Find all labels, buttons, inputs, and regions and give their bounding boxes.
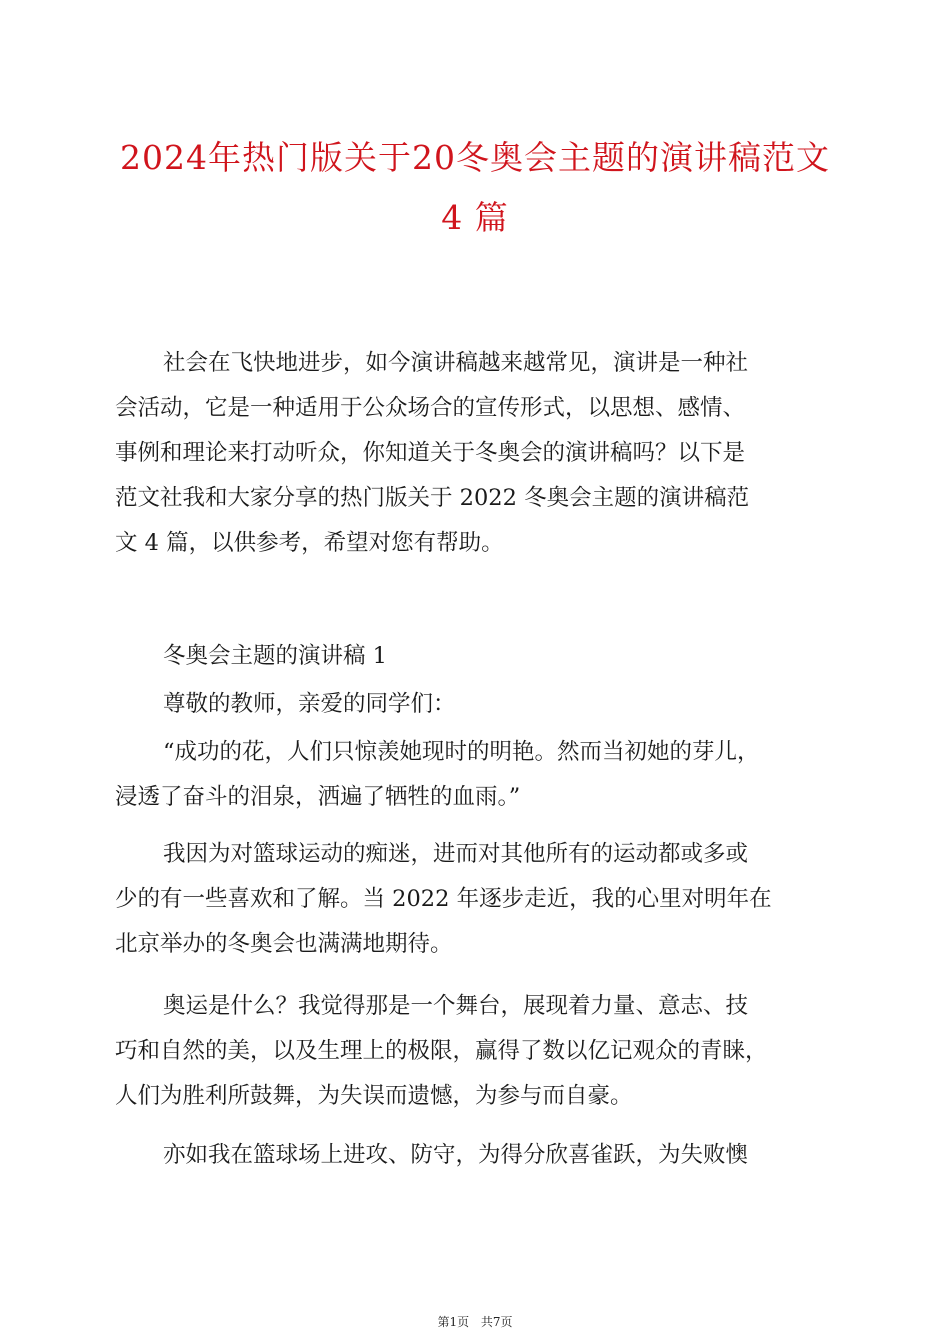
body-line: 我因为对篮球运动的痴迷，进而对其他所有的运动都或多或 bbox=[163, 841, 749, 867]
document-title-line-2: 4 篇 bbox=[441, 198, 509, 237]
salutation-text: 尊敬的教师，亲爱的同学们： bbox=[163, 691, 456, 717]
page-footer bbox=[0, 1313, 950, 1330]
intro-line: 文 4 篇，以供参考，希望对您有帮助。 bbox=[115, 530, 504, 556]
quote-line: 浸透了奋斗的泪泉，洒遍了牺牲的血雨。” bbox=[115, 784, 521, 810]
intro-paragraph bbox=[115, 341, 833, 566]
body-paragraph-3 bbox=[115, 1133, 833, 1178]
body-line: 少的有一些喜欢和了解。当 2022 年逐步走近，我的心里对明年在 bbox=[115, 886, 772, 912]
intro-line: 会活动，它是一种适用于公众场合的宣传形式，以思想、感情、 bbox=[115, 395, 746, 421]
body-paragraph-1 bbox=[115, 832, 833, 967]
intro-line: 事例和理论来打动听众，你知道关于冬奥会的演讲稿吗？以下是 bbox=[115, 440, 746, 466]
page-number-total: 共7页 bbox=[480, 1315, 513, 1329]
quote-paragraph bbox=[115, 730, 833, 820]
intro-line: 社会在飞快地进步，如今演讲稿越来越常见，演讲是一种社 bbox=[163, 350, 749, 376]
section-heading-text: 冬奥会主题的演讲稿 1 bbox=[163, 643, 387, 669]
page-number-current: 第1页 bbox=[437, 1315, 470, 1329]
body-paragraph-2 bbox=[115, 984, 833, 1119]
quote-line: “成功的花，人们只惊羡她现时的明艳。然而当初她的芽儿， bbox=[163, 739, 760, 765]
body-line: 人们为胜利所鼓舞，为失误而遗憾，为参与而自豪。 bbox=[115, 1083, 633, 1109]
body-line: 亦如我在篮球场上进攻、防守，为得分欣喜雀跃，为失败懊 bbox=[163, 1142, 749, 1168]
intro-line: 范文社我和大家分享的热门版关于 2022 冬奥会主题的演讲稿范 bbox=[115, 485, 750, 511]
section-heading bbox=[115, 634, 833, 679]
body-line: 北京举办的冬奥会也满满地期待。 bbox=[115, 931, 453, 957]
body-line: 巧和自然的美，以及生理上的极限，赢得了数以亿记观众的青睐， bbox=[115, 1038, 768, 1064]
body-line: 奥运是什么？我觉得那是一个舞台，展现着力量、意志、技 bbox=[163, 993, 749, 1019]
salutation bbox=[115, 682, 833, 727]
document-title-line-1: 2024年热门版关于20冬奥会主题的演讲稿范文 bbox=[120, 138, 830, 177]
